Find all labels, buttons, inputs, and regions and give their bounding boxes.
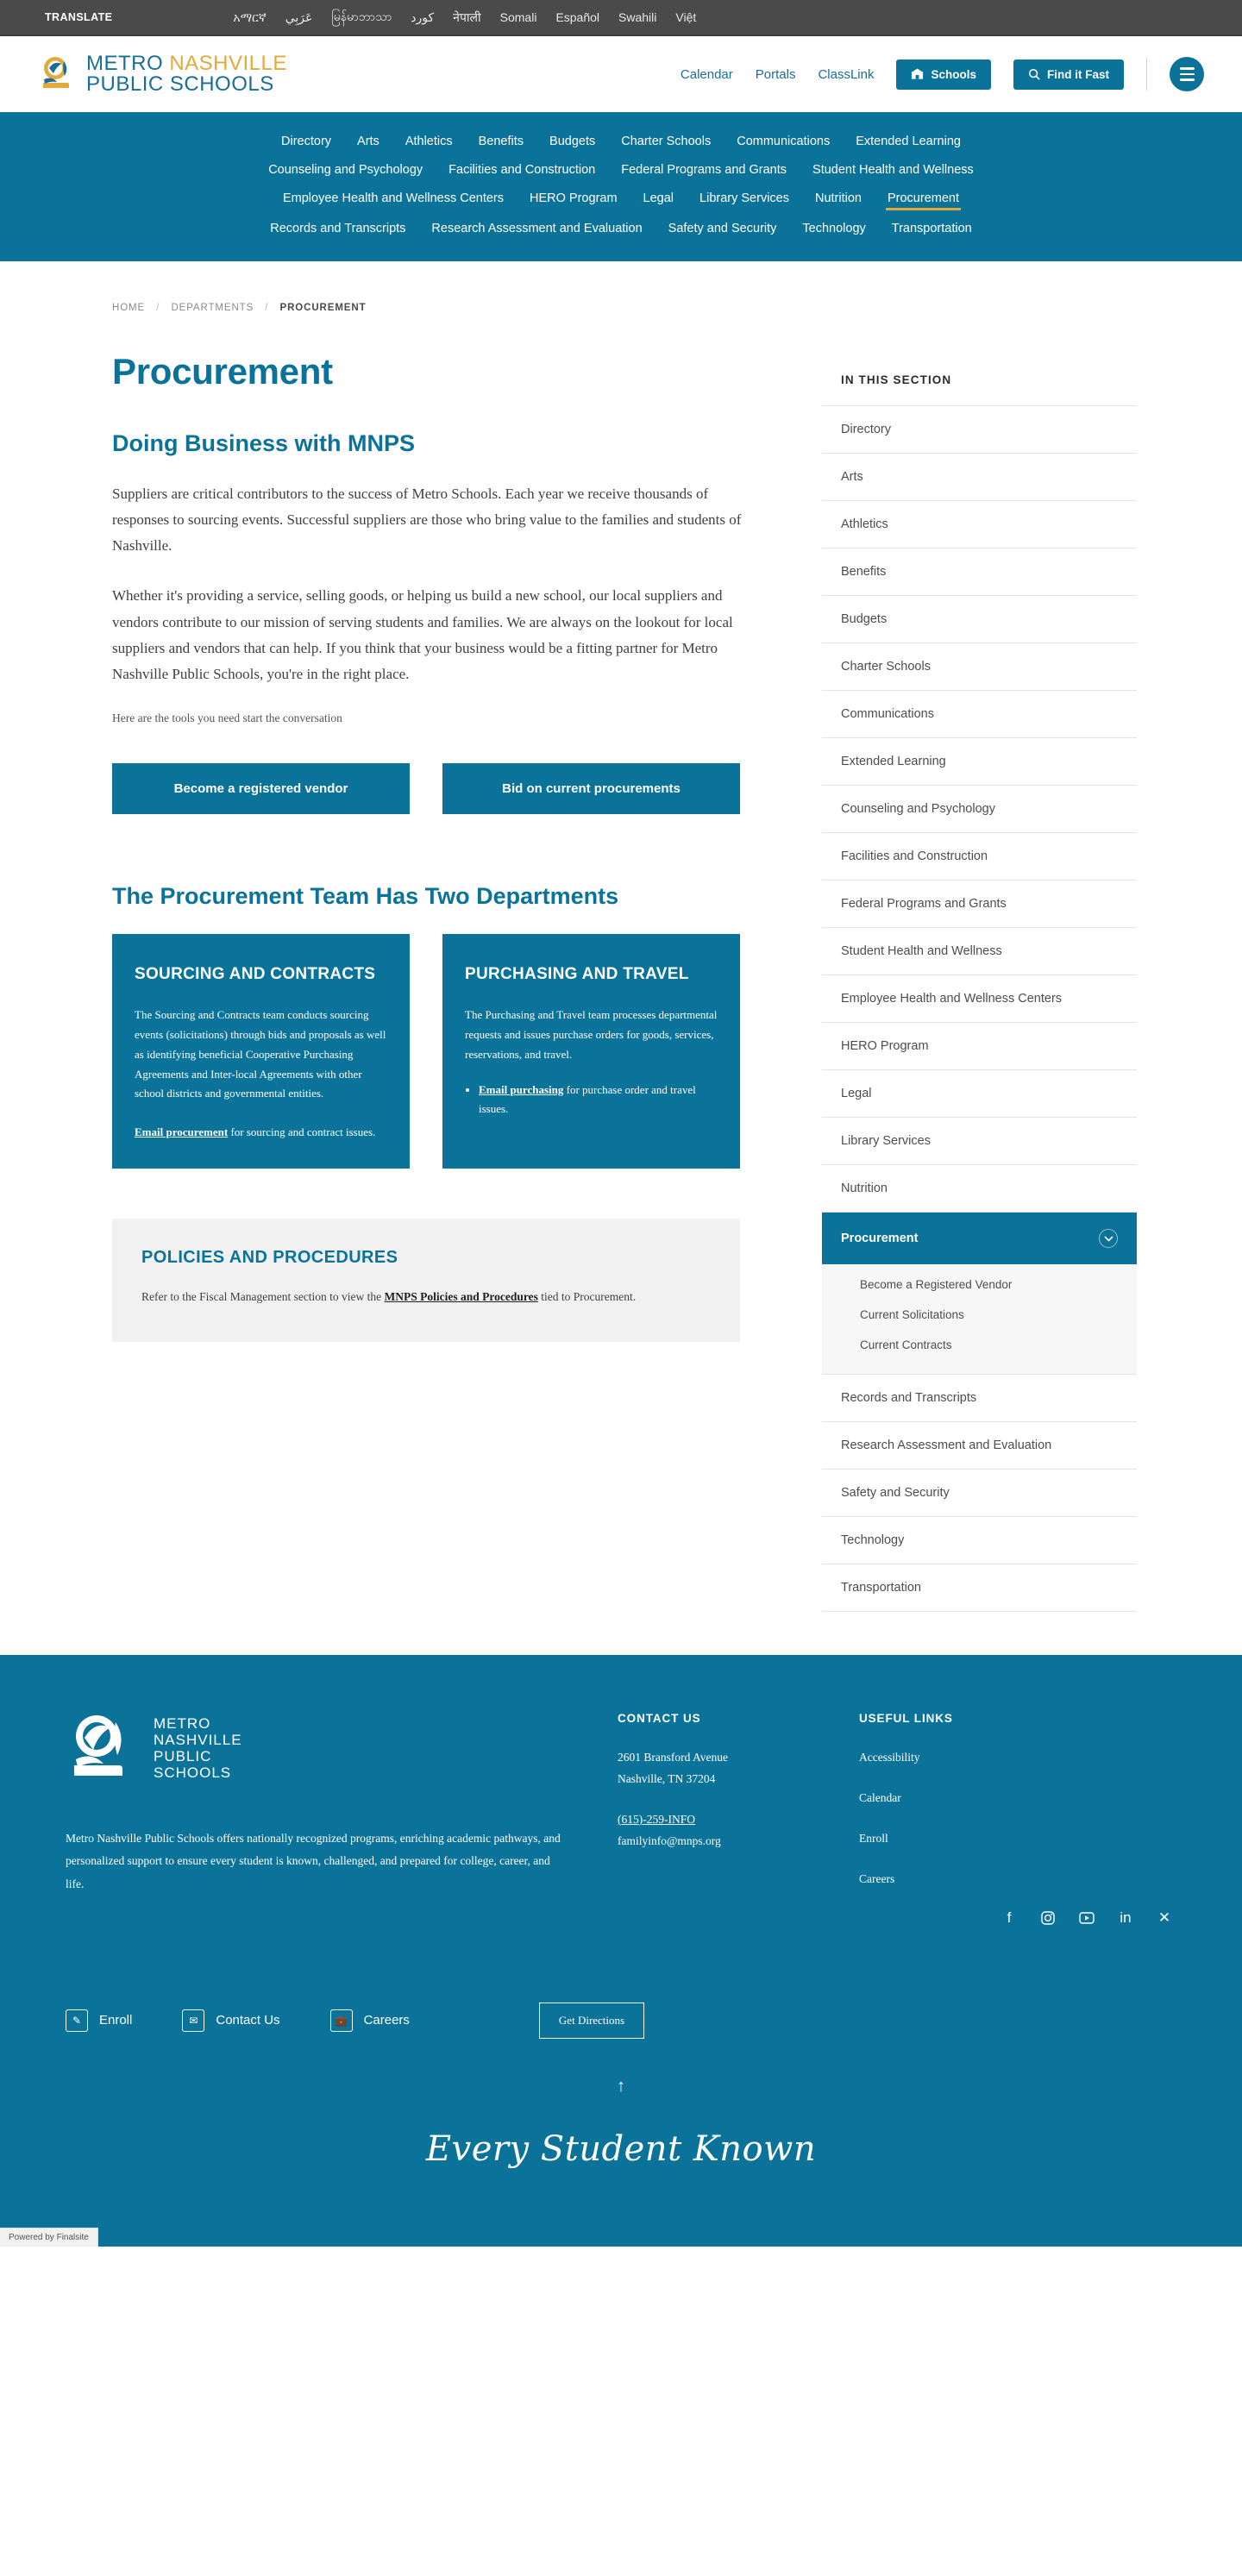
dept-link-charter-schools[interactable]: Charter Schools [621,135,712,148]
translate-label: TRANSLATE [45,11,113,23]
sidebar-item-facilities-and-construction[interactable]: Facilities and Construction [822,833,1137,881]
sidebar-item-records-and-transcripts[interactable]: Records and Transcripts [822,1375,1137,1422]
footer-link-careers[interactable]: Careers [859,1871,895,1885]
page-title: Procurement [112,351,333,392]
sidebar-item-research-assessment-and-evaluation[interactable]: Research Assessment and Evaluation [822,1422,1137,1470]
footer-link-calendar[interactable]: Calendar [859,1790,901,1804]
footer-brand [66,1712,618,1909]
get-directions-button[interactable]: Get Directions [539,2003,644,2039]
logo-schools: SCHOOLS [169,72,274,96]
translate-lang-vietnamese[interactable]: Việt [675,10,697,24]
schools-button[interactable] [896,60,991,90]
translate-lang-spanish[interactable]: Español [555,10,600,24]
card-sourcing-link-line [135,1123,387,1143]
logo-metro: METRO [86,51,170,75]
breadcrumb [112,261,1130,313]
x-icon[interactable]: ✕ [1157,1908,1171,1926]
department-navigation [0,112,1242,261]
schools-button-label: Schools [931,67,976,81]
sidebar-item-employee-health-and-wellness-centers[interactable]: Employee Health and Wellness Centers [822,975,1137,1023]
paragraph-whether: Whether it's providing a service, selling goods, or helping us build a new school, our local suppliers and vendors contribute to our mission of serving students and families. We are always on the lookout for local suppliers and vendors that can help. If you think that your business would be a fitting partner for Metro Nashville Public Schools, you're in the right place. [112,587,733,683]
sidebar-item-nutrition[interactable]: Nutrition [822,1165,1137,1213]
sidebar-item-charter-schools[interactable]: Charter Schools [822,643,1137,691]
menu-toggle-button[interactable] [1170,57,1204,91]
burger-line [1180,67,1195,69]
header-link-portals[interactable]: Portals [755,66,796,82]
policies-text-before: Refer to the Fiscal Management section to view the [141,1289,385,1303]
dept-nav-row-1 [279,131,963,152]
powered-by-finalsite[interactable]: Powered by Finalsite [0,2228,98,2247]
paragraph-suppliers: Suppliers are critical contributors to the success of Metro Schools. Each year we receive thousands of responses to sourcing events. Successful suppliers are those who bring value to the families and students of Nashville. [112,485,742,555]
footer-quick-contact-us[interactable] [182,2009,279,2032]
facebook-icon[interactable]: f [1007,1908,1012,1926]
sidebar-list [822,405,1137,1612]
enroll-icon: ✎ [66,2009,88,2032]
translate-bar [0,0,1242,36]
sidebar-subitem-become-a-registered-vendor[interactable]: Become a Registered Vendor [860,1278,1013,1291]
footer-description: Metro Nashville Public Schools offers nationally recognized programs, enriching academic pathways, and personalized support to ensure every student is known, challenged, and prepared for college, career, and life. [66,1832,561,1890]
briefcase-icon: 💼 [330,2009,353,2032]
sidebar-item-counseling-and-psychology[interactable]: Counseling and Psychology [822,786,1137,833]
translate-language-list [233,9,696,27]
section-title-procurement-team: The Procurement Team Has Two Departments [112,883,619,910]
page-content [0,261,1242,1655]
social-links [1000,1909,1173,1927]
team-cards-row [112,934,755,1169]
sidebar-subitem-current-solicitations[interactable]: Current Solicitations [860,1308,964,1321]
search-icon [1028,68,1040,80]
card-purchasing-body: The Purchasing and Travel team processes departmental requests and issues purchase orders for goods, services, reservations, and travel. [465,1008,718,1061]
envelope-icon: ✉ [182,2009,204,2032]
find-it-fast-button[interactable] [1013,60,1124,90]
dept-link-student-health-and-wellness[interactable]: Student Health and Wellness [812,163,974,177]
dept-link-federal-programs-and-grants[interactable]: Federal Programs and Grants [621,163,787,177]
sidebar-item-student-health-and-wellness[interactable]: Student Health and Wellness [822,928,1137,975]
dept-link-arts[interactable]: Arts [357,135,380,148]
list-item [479,1081,718,1120]
footer-bottom [66,2003,1176,2039]
section-title-doing-business: Doing Business with MNPS [112,430,416,456]
footer-logo-line-3: PUBLIC [154,1748,212,1764]
footer-contact-column [618,1712,859,1909]
policies-title: POLICIES AND PROCEDURES [141,1247,398,1267]
policies-text-after: tied to Procurement. [537,1289,637,1303]
policies-text [141,1287,711,1307]
footer-logo-text [154,1715,242,1781]
card-purchasing-list [479,1081,718,1120]
sidebar-item-safety-and-security[interactable]: Safety and Security [822,1470,1137,1517]
footer-link-accessibility[interactable]: Accessibility [859,1751,920,1764]
translate-lang-nepali[interactable]: नेपाली [453,9,481,24]
footer-quick-careers-label: Careers [363,2013,410,2028]
dept-link-transportation[interactable]: Transportation [891,222,972,235]
card-sourcing-link-after: for sourcing and contract issues. [228,1125,376,1139]
footer-phone-link[interactable]: (615)-259-INFO [618,1812,695,1826]
chevron-down-icon[interactable] [1099,1229,1118,1248]
become-registered-vendor-button[interactable]: Become a registered vendor [112,763,410,814]
dept-link-legal[interactable]: Legal [643,191,674,205]
footer-socials-row [66,1909,1176,1963]
card-purchasing-and-travel [442,934,740,1169]
card-sourcing-title: SOURCING AND CONTRACTS [135,964,376,983]
footer-link-enroll[interactable]: Enroll [859,1831,888,1845]
footer-quick-enroll-label: Enroll [99,2013,133,2028]
footer-useful-links-column [859,1712,953,1909]
footer-logo-line-1: METRO [154,1714,211,1732]
sidebar-item-athletics[interactable]: Athletics [822,501,1137,548]
breadcrumb-separator: / [265,303,269,313]
dept-link-communications[interactable]: Communications [737,135,831,148]
sidebar-item-benefits[interactable]: Benefits [822,548,1137,596]
card-sourcing-body: The Sourcing and Contracts team conducts sourcing events (solicitations) through bids and proposals as well as identifying beneficial Cooperative Purchasing Agreements and Inter-local Agreements with other school districts and governmental entities. [135,1008,386,1100]
dept-link-employee-health-and-wellness-centers[interactable]: Employee Health and Wellness Centers [282,191,505,205]
in-this-section-sidebar [822,351,1137,1612]
logo-line-2 [86,74,287,95]
policies-and-procedures-box [112,1219,740,1342]
footer-logo-line-4: SCHOOLS [154,1764,232,1782]
footer-links-title: USEFUL LINKS [859,1712,953,1725]
footer-logo-line-2: NASHVILLE [154,1731,242,1748]
dept-link-athletics[interactable]: Athletics [405,135,453,148]
dept-link-procurement[interactable]: Procurement [886,188,961,210]
burger-line [1180,73,1195,75]
mnps-policies-link[interactable]: MNPS Policies and Procedures [384,1289,538,1303]
footer-quick-enroll[interactable] [66,2009,132,2032]
tools-note: Here are the tools you need start the conversation [112,711,342,725]
sidebar-item-technology[interactable]: Technology [822,1517,1137,1564]
header-actions [681,57,1204,91]
translate-lang-kurdish[interactable]: کورد [411,9,435,24]
dept-link-extended-learning[interactable]: Extended Learning [856,135,961,148]
dept-link-technology[interactable]: Technology [802,222,866,235]
translate-lang-swahili[interactable]: Swahili [618,10,657,24]
sidebar-item-arts[interactable]: Arts [822,454,1137,501]
dept-link-nutrition[interactable]: Nutrition [814,191,862,205]
mnps-crest-icon [38,54,78,94]
sidebar-item-directory[interactable]: Directory [822,406,1137,454]
content-grid [112,313,1130,1655]
footer-logo[interactable] [66,1712,618,1784]
dept-link-budgets[interactable]: Budgets [549,135,596,148]
cta-button-row [112,763,755,814]
sidebar-item-communications[interactable]: Communications [822,691,1137,738]
dept-nav-row-2 [267,160,975,180]
card-purchasing-title: PURCHASING AND TRAVEL [465,964,689,983]
site-footer [0,1655,1242,2247]
dept-link-directory[interactable]: Directory [281,135,332,148]
sidebar-item-library-services[interactable]: Library Services [822,1118,1137,1165]
sidebar-item-legal[interactable]: Legal [822,1070,1137,1118]
footer-quick-links [66,2009,410,2032]
mnps-crest-icon [66,1712,138,1784]
logo-public: PUBLIC [86,72,170,96]
back-to-top-button[interactable]: ↑ [617,2076,625,2096]
footer-address-line-2: Nashville, TN 37204 [618,1771,716,1785]
dept-nav-row-4 [268,218,973,239]
dept-link-library-services[interactable]: Library Services [699,191,789,205]
breadcrumb-current: PROCUREMENT [279,303,367,313]
find-it-fast-label: Find it Fast [1047,67,1109,81]
dept-link-research-assessment-and-evaluation[interactable]: Research Assessment and Evaluation [431,222,643,235]
header-link-calendar[interactable]: Calendar [680,66,733,82]
dept-link-records-and-transcripts[interactable]: Records and Transcripts [270,222,406,235]
main-column [112,351,755,1612]
site-logo[interactable] [38,53,287,96]
email-purchasing-link[interactable]: Email purchasing [479,1082,564,1096]
sidebar-item-extended-learning[interactable]: Extended Learning [822,738,1137,786]
logo-line-1 [86,53,287,74]
card-sourcing-and-contracts [112,934,410,1169]
breadcrumb-home[interactable]: HOME [112,303,146,313]
footer-quick-careers[interactable] [330,2009,410,2032]
dept-link-benefits[interactable]: Benefits [478,135,524,148]
bid-on-current-procurements-button[interactable]: Bid on current procurements [442,763,740,814]
footer-top [66,1712,1176,1909]
breadcrumb-separator: / [156,303,160,313]
sidebar-item-transportation[interactable]: Transportation [822,1564,1137,1612]
dept-link-counseling-and-psychology[interactable]: Counseling and Psychology [268,163,423,177]
header-link-classlink[interactable]: ClassLink [818,66,875,82]
translate-lang-burmese[interactable]: မြန်မာဘာသာ [331,9,392,23]
dept-nav-row-3 [281,188,961,210]
sidebar-subitem-current-contracts[interactable]: Current Contracts [860,1338,952,1351]
email-procurement-link[interactable]: Email procurement [135,1125,229,1139]
footer-address-line-1: 2601 Bransford Avenue [618,1751,728,1764]
site-logo-text [86,53,287,96]
footer-email-link[interactable]: familyinfo@mnps.org [618,1833,721,1847]
sidebar-item-hero-program[interactable]: HERO Program [822,1023,1137,1070]
linkedin-icon[interactable]: in [1120,1908,1132,1926]
card-purchasing-bullet-after: for purchase order and travel issues. [479,1082,696,1116]
logo-nashville: NASHVILLE [169,51,287,75]
footer-quick-contact-label: Contact Us [216,2013,280,2028]
footer-contact-title: CONTACT US [618,1712,701,1725]
dept-link-facilities-and-construction[interactable]: Facilities and Construction [448,163,596,177]
youtube-icon[interactable] [1078,1909,1095,1927]
translate-lang-amharic[interactable]: አማርኛ [233,9,267,24]
dept-link-safety-and-security[interactable]: Safety and Security [668,222,777,235]
translate-lang-arabic[interactable]: عَرَبِي [285,9,313,24]
school-building-icon [911,68,924,80]
header-divider [1146,58,1147,91]
sidebar-item-budgets[interactable]: Budgets [822,596,1137,643]
site-header [0,36,1242,112]
sidebar-item-federal-programs-and-grants[interactable]: Federal Programs and Grants [822,881,1137,928]
instagram-icon[interactable] [1039,1909,1057,1927]
breadcrumb-departments[interactable]: DEPARTMENTS [171,303,254,313]
sidebar-subnav-procurement [822,1264,1137,1375]
dept-link-hero-program[interactable]: HERO Program [530,191,618,205]
footer-tagline: Every Student Known [425,2128,817,2169]
burger-line [1180,78,1195,80]
sidebar-heading: IN THIS SECTION [841,373,952,386]
sidebar-item-procurement-label: Procurement [841,1232,919,1245]
translate-lang-somali[interactable]: Somali [499,10,537,24]
sidebar-item-procurement[interactable] [822,1213,1137,1264]
